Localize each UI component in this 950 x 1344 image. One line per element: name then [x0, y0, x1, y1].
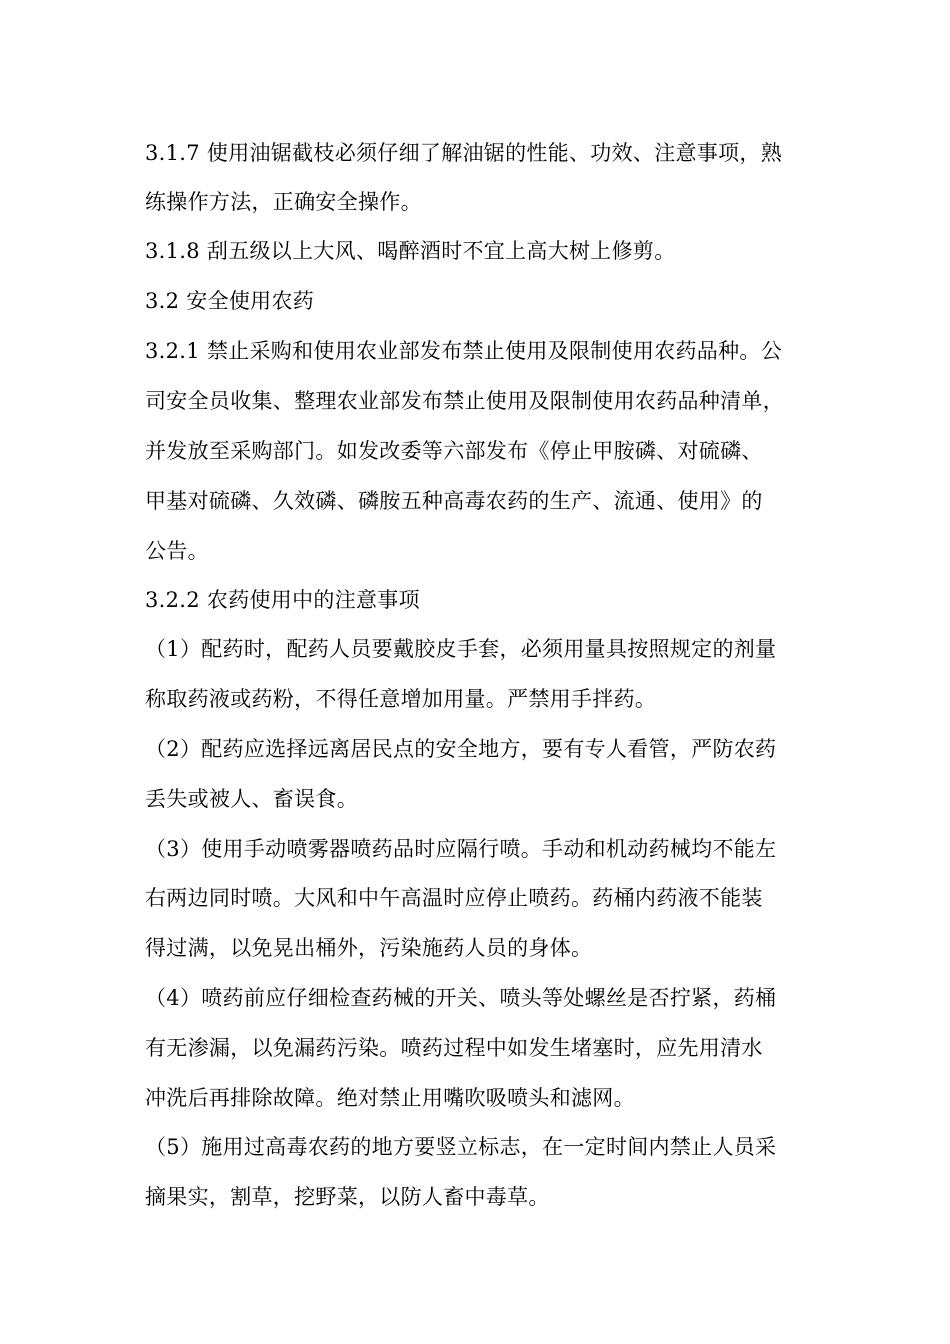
- text-line: 冲洗后再排除故障。绝对禁止用嘴吹吸喷头和滤网。: [145, 1086, 635, 1110]
- text-line: 丢失或被人、畜误食。: [145, 787, 358, 811]
- list-item-5: （5）施用过高毒农药的地方要竖立标志，在一定时间内禁止人员采: [145, 1135, 777, 1159]
- text-line: 3.1.7 使用油锯截枝必须仔细了解油锯的性能、功效、注意事项，熟: [145, 141, 783, 165]
- text-line: 摘果实，割草，挖野菜，以防人畜中毒草。: [145, 1185, 550, 1209]
- list-item-1: （1）配药时，配药人员要戴胶皮手套，必须用量具按照规定的剂量: [145, 637, 777, 661]
- section-item-3-1-8: 3.1.8 刮五级以上大风、喝醉酒时不宜上高大树上修剪。: [145, 239, 676, 263]
- text-line: 右两边同时喷。大风和中午高温时应停止喷药。药桶内药液不能装: [145, 886, 763, 910]
- text-line: 得过满，以免晃出桶外，污染施药人员的身体。: [145, 936, 593, 960]
- text-line: 司安全员收集、整理农业部发布禁止使用及限制使用农药品种清单，: [145, 389, 784, 413]
- list-item-4: （4）喷药前应仔细检查药械的开关、喷头等处螺丝是否拧紧，药桶: [145, 986, 777, 1010]
- text-line: 练操作方法，正确安全操作。: [145, 190, 422, 214]
- text-line: 有无渗漏，以免漏药污染。喷药过程中如发生堵塞时，应先用清水: [145, 1036, 763, 1060]
- section-item-3-2-1: 3.2.1 禁止采购和使用农业部发布禁止使用及限制使用农药品种。公: [145, 339, 783, 363]
- text-line: 并发放至采购部门。如发改委等六部发布《停止甲胺磷、对硫磷、: [145, 439, 763, 463]
- section-heading-3-2: 3.2 安全使用农药: [145, 289, 315, 313]
- text-line: 甲基对硫磷、久效磷、磷胺五种高毒农药的生产、流通、使用》的: [145, 489, 763, 513]
- list-item-3: （3）使用手动喷雾器喷药品时应隔行喷。手动和机动药械均不能左: [145, 837, 777, 861]
- list-item-2: （2）配药应选择远离居民点的安全地方，要有专人看管，严防农药: [145, 737, 777, 761]
- text-line: 称取药液或药粉，不得任意增加用量。严禁用手拌药。: [145, 687, 657, 711]
- section-heading-3-2-2: 3.2.2 农药使用中的注意事项: [145, 588, 420, 612]
- text-line: 公告。: [145, 539, 209, 563]
